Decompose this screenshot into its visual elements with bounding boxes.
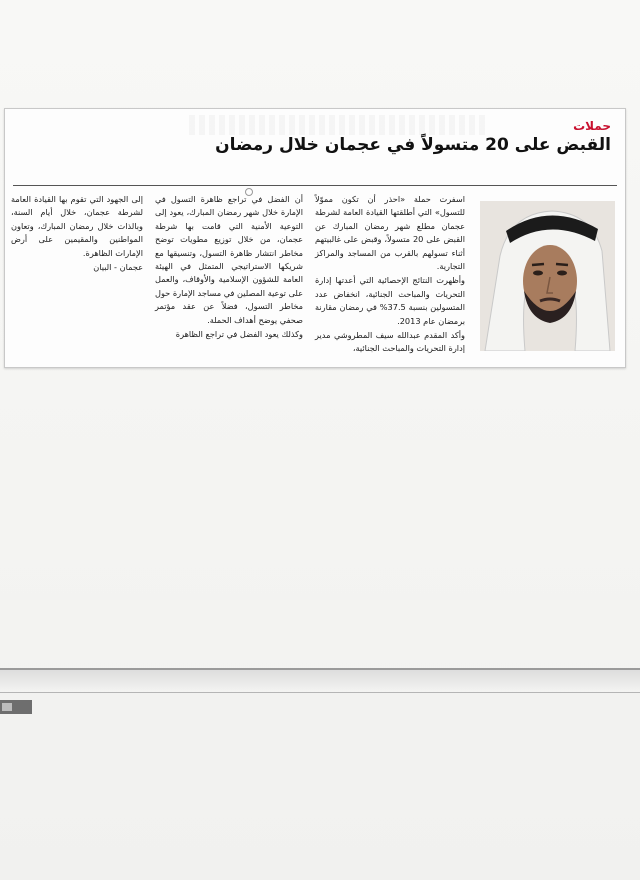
paragraph: إلى الجهود التي تقوم بها القيادة العامة لشرطة عجمان، خلال أيام السنة، وبالذات خلال رمضان المبارك، وتعاون المواطنين والمقيمين على أرض الإمارات الظاهرة. (11, 194, 143, 258)
article-column-1 (315, 193, 465, 357)
newspaper-clipping (4, 108, 626, 368)
section-label: حملات (573, 119, 611, 133)
paragraph: اسفرت حملة «احذر أن تكون مموّلاً للتسول» التي أطلقتها القيادة العامة لشرطة عجمان مطلع شهر رمضان المبارك عن القبض على 20 متسولاً، وقبض على غالبيتهم أثناء تسولهم بالقرب من المساجد والمراكز التجارية. (315, 194, 465, 272)
paragraph: وأكد المقدم عبدالله سيف المطروشي مدير إدارة التحريات والمباحث الجنائية، (315, 330, 465, 354)
portrait-photo-icon (480, 201, 615, 351)
scan-fold-shadow (0, 670, 640, 692)
paragraph: وكذلك يعود الفضل في تراجع الظاهرة (175, 329, 303, 340)
scan-fold-line-lower (0, 692, 640, 693)
bleed-through-text (185, 115, 485, 135)
scan-edge-mark (0, 700, 32, 714)
article-column-3 (11, 193, 143, 275)
paragraph: وأظهرت النتائج الإحصائية التي أعدتها إدارة التحريات والمباحث الجنائية، انخفاض عدد المتسولين بنسبة 37.5% في رمضان مقارنة برمضان عام 2013. (315, 275, 465, 326)
headline-divider (13, 185, 617, 186)
byline: عجمان - البيان (93, 262, 143, 273)
portrait-photo (480, 201, 615, 351)
paragraph: أن الفضل في تراجع ظاهرة التسول في الإمارة خلال شهر رمضان المبارك، يعود إلى التوعية الأمنية التي قامت بها شرطة عجمان، من خلال توزيع مطويات توضح مخاطر انتشار ظاهرة التسول، وتنسيقها مع شريكها الاستراتيجي المتمثل في الهيئة العامة للشؤون الإسلامية والأوقاف، والعمل على توعية المصلين في مساجد الإمارة حول مخاطر التسول، فضلاً عن عقد مؤتمر صحفي يوضح أهداف الحملة. (155, 194, 303, 325)
article-headline: القبض على 20 متسولاً في عجمان خلال رمضان (215, 135, 611, 155)
scan-speck (245, 188, 253, 196)
article-column-2 (155, 193, 303, 342)
